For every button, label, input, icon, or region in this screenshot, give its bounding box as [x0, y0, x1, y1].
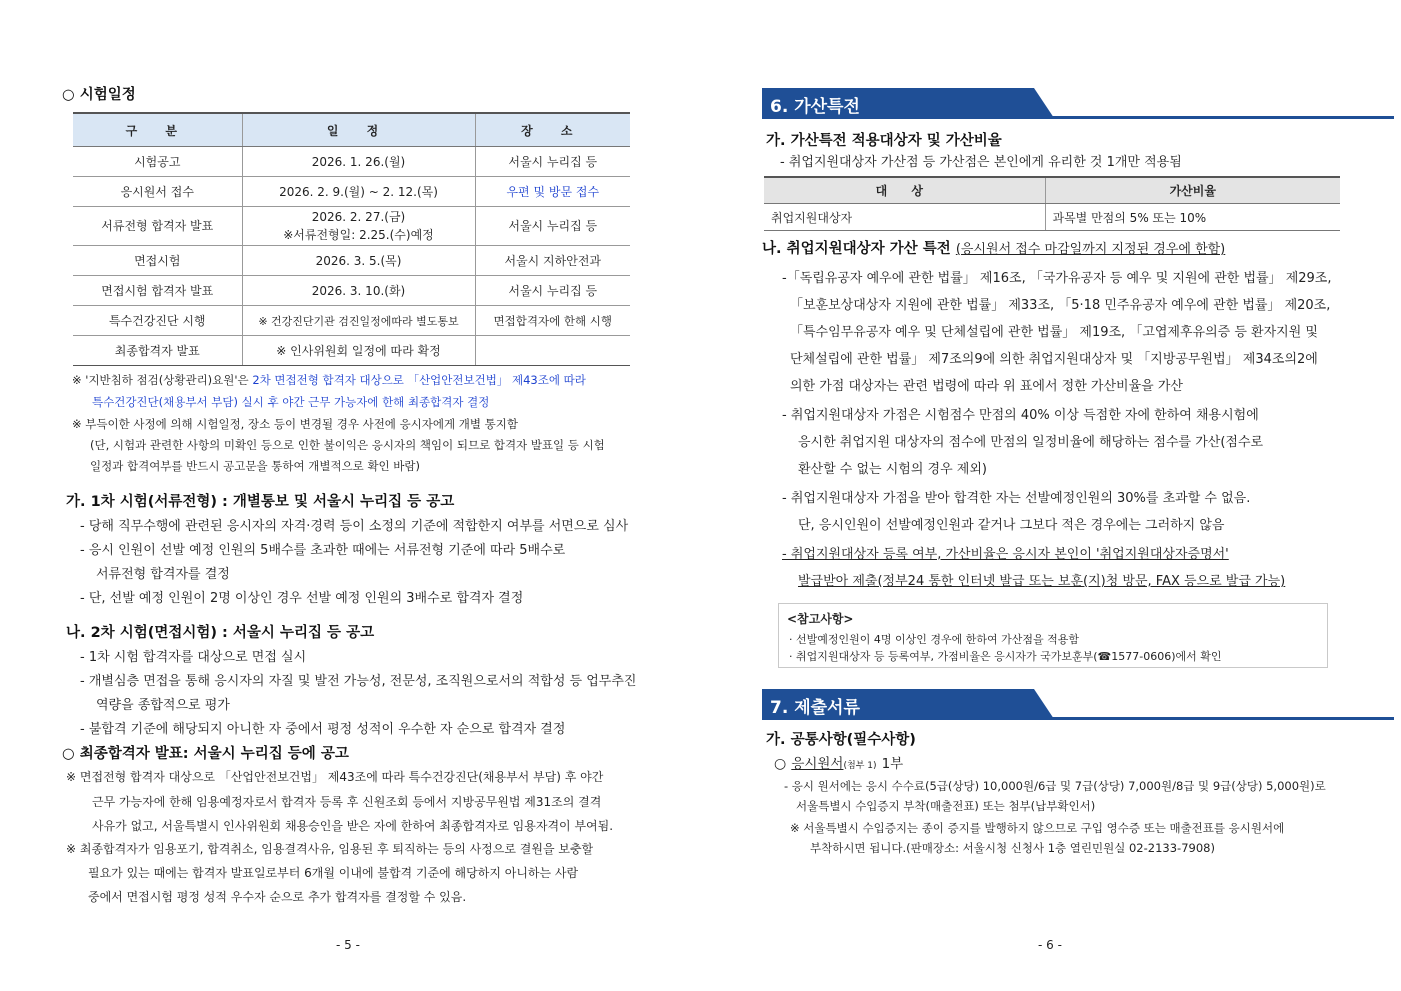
reference-item-1: · 선발예정인원이 4명 이상인 경우에 한하여 가산점을 적용함 — [789, 633, 1079, 646]
final-note-1-line-1: ※ 면접전형 합격자 대상으로 「산업안전보건법」 제43조에 따라 특수건강진단(채용부서 부담) 후 야간 — [66, 770, 604, 784]
na-p2-line-2: 응시한 취업지원 대상자의 점수에 만점의 일정비율에 해당하는 점수를 가산(점수로 — [798, 435, 1264, 450]
table-row — [73, 276, 630, 306]
section-7-title: 7. 제출서류 — [770, 698, 860, 718]
row-place: 서울시 누리집 등 — [475, 147, 630, 177]
bonus-table — [764, 176, 1340, 231]
row-date: 2026. 3. 5.(목) — [242, 246, 475, 276]
documents-item — [774, 752, 903, 772]
na-p2-line-1: - 취업지원대상자 가점은 시험점수 만점의 40% 이상 득점한 자에 한하여 채용시험에 — [782, 408, 1259, 423]
header-ratio: 가산비율 — [1045, 177, 1340, 204]
section-6-banner — [762, 88, 1394, 118]
row-item: 응시원서 접수 — [73, 177, 242, 207]
row-target: 취업지원대상자 — [764, 204, 1045, 231]
table-row — [764, 204, 1340, 231]
na-p4-line-2: 발급받아 제출(정부24 통한 인터넷 발급 또는 보훈(지)청 방문, FAX 등으로 발급 가능) — [798, 574, 1286, 589]
application-form-label: 응시원서 — [791, 756, 844, 772]
documents-heading: 가. 공통사항(필수사항) — [766, 732, 916, 748]
row-date: 2026. 3. 10.(화) — [242, 276, 475, 306]
na-p2-line-3: 환산할 수 없는 시험의 경우 제외) — [798, 462, 987, 477]
na-p3-line-1: - 취업지원대상자 가점을 받아 합격한 자는 선발예정인원의 30%를 초과할 수 없음. — [782, 491, 1251, 506]
reference-item-2: · 취업지원대상자 등 등록여부, 가점비율은 응시자가 국가보훈부(☎1577-0606)에서 확인 — [789, 650, 1222, 663]
note-2-line-2: (단, 시험과 관련한 사항의 미확인 등으로 인한 불이익은 응시자의 책임이 되므로 합격자 발표일 등 시험 — [90, 438, 605, 452]
na-heading-sub: (응시원서 접수 마감일까지 지정된 경우에 한함) — [955, 242, 1226, 257]
row-place: 서울시 누리집 등 — [475, 276, 630, 306]
ga-item-2: - 응시 인원이 선발 예정 인원의 5배수를 초과한 때에는 서류전형 기준에 따라 5배수로 — [80, 543, 566, 558]
row-date: ※ 건강진단기관 검진일정에따라 별도통보 — [242, 306, 475, 336]
row-place: 서울시 누리집 등 — [475, 207, 630, 246]
row-item: 면접시험 — [73, 246, 242, 276]
row-item: 면접시험 합격자 발표 — [73, 276, 242, 306]
copies-count: 1부 — [881, 756, 904, 772]
row-date-note: ※서류전형일: 2.25.(수)예정 — [283, 228, 434, 242]
na-item-2: - 개별심층 면접을 통해 응시자의 자질 및 발전 가능성, 전문성, 조직원으로서의 적합성 등 업무추진 — [80, 674, 637, 689]
section-7-banner — [762, 689, 1394, 719]
na-heading-line — [762, 237, 1225, 258]
bonus-note: - 취업지원대상자 가산점 등 가산점은 본인에게 유리한 것 1개만 적용됨 — [780, 155, 1182, 170]
note-1-prefix: ※ '지반침하 점검(상황관리)요원'은 — [72, 373, 253, 387]
table-row — [73, 147, 630, 177]
row-item: 시험공고 — [73, 147, 242, 177]
na-item-2-cont: 역량을 종합적으로 평가 — [96, 698, 230, 713]
reference-box — [778, 603, 1328, 668]
header-category: 구 분 — [73, 113, 242, 147]
row-date: 2026. 2. 9.(월) ~ 2. 12.(목) — [242, 177, 475, 207]
na-p3-line-2: 단, 응시인원이 선발예정인원과 같거나 그보다 적은 경우에는 그러하지 않음 — [798, 518, 1225, 533]
final-note-2-line-2: 필요가 있는 때에는 합격자 발표일로부터 6개월 이내에 불합격 기준에 해당하지 아니하는 사람 — [88, 866, 579, 880]
row-place: 면접합격자에 한해 시행 — [475, 306, 630, 336]
row-date-cell — [242, 207, 475, 246]
final-heading: ○ 최종합격자 발표: 서울시 누리집 등에 공고 — [62, 746, 349, 762]
schedule-heading: ○ 시험일정 — [62, 87, 136, 103]
na-p4-line-1: - 취업지원대상자 등록 여부, 가산비율은 응시자 본인이 '취업지원대상자증명서' — [782, 547, 1229, 562]
table-row — [73, 207, 630, 246]
na-heading: 나. 취업지원대상자 가산 특전 — [762, 241, 951, 257]
header-target: 대 상 — [764, 177, 1045, 204]
section-ga-heading: 가. 1차 시험(서류전형) : 개별통보 및 서울시 누리집 등 공고 — [66, 494, 455, 510]
row-date: 2026. 2. 27.(금) — [311, 210, 406, 224]
final-note-1-line-3: 사유가 없고, 서울특별시 인사위원회 채용승인을 받은 자에 한하여 최종합격자로 임용자격이 부여됨. — [92, 819, 614, 833]
na-p1-line-3: 「특수임무유공자 예우 및 단체설립에 관한 법률」 제19조, 「고엽제후유의증 등 환자지원 및 — [790, 325, 1318, 340]
note-1-line-1 — [72, 372, 586, 388]
na-p1-line-1: -「독립유공자 예우에 관한 법률」 제16조, 「국가유공자 등 예우 및 지원에 관한 법률」 제29조, — [782, 271, 1332, 286]
na-p1-line-4: 단체설립에 관한 법률」 제7조의9에 의한 취업지원대상자 및 「지방공무원법」 제34조의2에 — [790, 352, 1318, 367]
bonus-heading: 가. 가산특전 적용대상자 및 가산비율 — [766, 133, 1002, 149]
row-item: 특수건강진단 시행 — [73, 306, 242, 336]
table-row — [73, 306, 630, 336]
header-schedule: 일 정 — [242, 113, 475, 147]
ga-item-1: - 당해 직무수행에 관련된 응시자의 자격·경력 등이 소정의 기준에 적합한지 여부를 서면으로 심사 — [80, 519, 629, 534]
row-ratio: 과목별 만점의 5% 또는 10% — [1045, 204, 1340, 231]
documents-p1-line-2: 서울특별시 수입증지 부착(매출전표) 또는 첨부(납부확인서) — [796, 799, 1096, 813]
note-1-line-2: 특수건강진단(채용부서 부담) 실시 후 야간 근무 가능자에 한해 최종합격자 결정 — [92, 395, 490, 409]
final-note-2-line-1: ※ 최종합격자가 임용포기, 합격취소, 임용결격사유, 임용된 후 퇴직하는 등의 사정으로 결원을 보충할 — [66, 842, 594, 856]
documents-p2-line-2: 부착하시면 됩니다.(판매장소: 서울시청 신청사 1층 열린민원실 02-2133-7908) — [810, 841, 1215, 855]
table-row — [73, 246, 630, 276]
row-date: 2026. 1. 26.(월) — [242, 147, 475, 177]
page-number: - 5 - — [336, 938, 360, 952]
reference-title: <참고사항> — [787, 612, 854, 626]
row-date: ※ 인사위원회 일정에 따라 확정 — [242, 336, 475, 366]
schedule-table-header — [73, 113, 630, 147]
final-note-1-line-2: 근무 가능자에 한해 임용예정자로서 합격자 등록 후 신원조회 등에서 지방공무원법 제31조의 결격 — [92, 795, 602, 809]
note-2-line-1: ※ 부득이한 사정에 의해 시험일정, 장소 등이 변경될 경우 사전에 응시자에게 개별 통지함 — [72, 417, 518, 431]
final-note-2-line-3: 중에서 면접시험 평정 성적 우수자 순으로 추가 합격자를 결정할 수 있음. — [88, 890, 467, 904]
row-place: 우편 및 방문 접수 — [475, 177, 630, 207]
header-place: 장 소 — [475, 113, 630, 147]
documents-p2-line-1: ※ 서울특별시 수입증지는 종이 증지를 발행하지 않으므로 구입 영수증 또는 매출전표를 응시원서에 — [790, 821, 1285, 835]
ga-item-3: - 단, 선발 예정 인원이 2명 이상인 경우 선발 예정 인원의 3배수로 합격자 결정 — [80, 591, 524, 606]
page-number: - 6 - — [1038, 938, 1062, 952]
na-p1-line-2: 「보훈보상대상자 지원에 관한 법률」 제33조, 「5·18 민주유공자 예우에 관한 법률」 제20조, — [790, 298, 1331, 313]
row-place: 서울시 지하안전과 — [475, 246, 630, 276]
table-row — [73, 177, 630, 207]
na-item-3: - 불합격 기준에 해당되지 아니한 자 중에서 평정 성적이 우수한 자 순으로 합격자 결정 — [80, 722, 566, 737]
row-item: 서류전형 합격자 발표 — [73, 207, 242, 246]
bullet-circle-icon: ○ — [774, 756, 787, 772]
ga-item-2-cont: 서류전형 합격자를 결정 — [96, 567, 230, 582]
note-1-highlight: 2차 면접전형 합격자 대상으로 「산업안전보건법」 제43조에 따라 — [252, 373, 586, 387]
row-item: 최종합격자 발표 — [73, 336, 242, 366]
section-6-title: 6. 가산특전 — [770, 97, 860, 117]
attachment-label: (첨부 1) — [843, 761, 877, 771]
na-item-1: - 1차 시험 합격자를 대상으로 면접 실시 — [80, 650, 307, 665]
row-place — [475, 336, 630, 366]
section-na-heading: 나. 2차 시험(면접시험) : 서울시 누리집 등 공고 — [66, 625, 375, 641]
table-row — [73, 336, 630, 366]
schedule-table — [73, 112, 630, 366]
page-6 — [700, 0, 1401, 991]
documents-p1-line-1: - 응시 원서에는 응시 수수료(5급(상당) 10,000원/6급 및 7급(상당) 7,000원/8급 및 9급(상당) 5,000원)로 — [784, 779, 1326, 793]
bonus-table-header — [764, 177, 1340, 204]
page-5 — [0, 0, 700, 991]
na-p1-line-5: 의한 가점 대상자는 관련 법령에 따라 위 표에서 정한 가산비율을 가산 — [790, 379, 1183, 394]
note-2-line-3: 일정과 합격여부를 반드시 공고문을 통하여 개별적으로 확인 바람) — [90, 459, 421, 473]
